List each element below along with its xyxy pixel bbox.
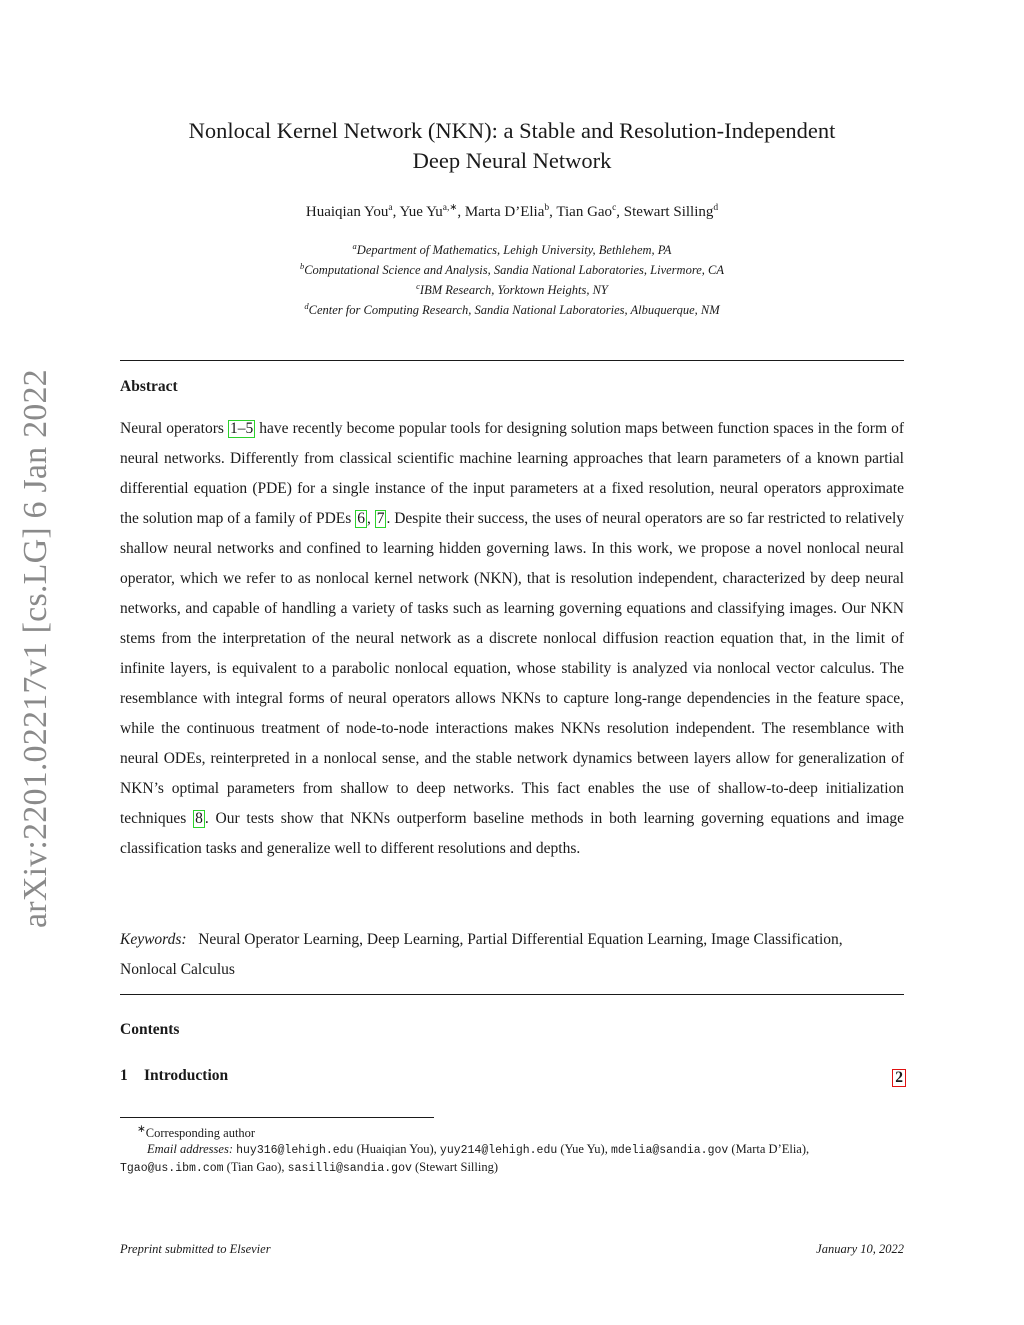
author-affil-mark: a,∗ xyxy=(442,203,458,213)
author-list: Huaiqian You$^a$, Yue $Yu^{a,∗}$, Marta D’Elia$^b$, Tian Gao$^c$, Stewart Silling$^d$ xyxy=(305,203,719,220)
email-address[interactable]: huy316@lehigh.edu xyxy=(236,1144,354,1158)
keywords-text: Neural Operator Learning, Deep Learning, Partial Differential Equation Learning, Image Classification, Nonlocal Calculus xyxy=(120,931,843,978)
email-address[interactable]: Tgao@us.ibm.com xyxy=(120,1162,224,1176)
citation-link[interactable]: 7 xyxy=(376,510,385,527)
toc-number: 1 xyxy=(120,1067,128,1084)
email-address[interactable]: sasilli@sandia.gov xyxy=(287,1162,412,1176)
affiliation: $^a$Department of Mathematics, Lehigh University, Bethlehem, PA xyxy=(352,241,672,258)
title-line-1: Nonlocal Kernel Network (NKN): a Stable and Resolution-Independent xyxy=(188,118,836,143)
author-name: Stewart Silling xyxy=(623,204,714,220)
affiliation: $^c$IBM Research, Yorktown Heights, NY xyxy=(416,281,608,298)
toc-page-link[interactable]: 2 xyxy=(892,1069,906,1087)
author-name: Yue Yu xyxy=(399,204,443,220)
author-name: Tian Gao xyxy=(556,204,613,220)
footer-preprint-note: Preprint submitted to Elsevier xyxy=(120,1242,271,1256)
toc-entry[interactable] xyxy=(120,1067,906,1085)
citation-link[interactable]: 6 xyxy=(357,510,365,527)
footnote-rule xyxy=(120,1117,434,1118)
email-label: Email addresses: xyxy=(147,1142,233,1157)
author-affil-mark: b xyxy=(544,203,550,213)
title-line-2: Deep Neural Network xyxy=(412,148,612,173)
arxiv-side-stamp: arXiv:2201.02217v1 [cs.LG] 6 Jan 2022 xyxy=(17,369,54,928)
author-affil-mark: d xyxy=(713,203,719,213)
footnote-emails: Email addresses: huy316@lehigh.edu (Huaiqian You), yuy214@lehigh.edu (Yue Yu), mdelia@sandia.gov (Marta D’Elia), Tgao@us.ibm.com (Tian Gao), sasilli@sandia.gov (Stewart Silling) xyxy=(120,1142,810,1176)
affiliation-list xyxy=(120,238,904,319)
affiliation: $^b$Computational Science and Analysis, Sandia National Laboratories, Livermore, CA xyxy=(299,261,725,278)
abstract-body: Neural operators 1–5 have recently become popular tools for designing solution maps between function spaces in the form of neural networks. Differently from classical scientific machine learning approaches that learn parameters of a known partial differential equation (PDE) for a single instance of the input parameters at a fixed resolution, neural operators approximate the solution map of a family of PDEs 6 , 7 . Despite their success, the uses of neural operators are so far restricted to relatively shallow neural networks and confined to learning hidden governing laws. In this work, we propose a novel nonlocal neural operator, which we refer to as nonlocal kernel network (NKN), that is resolution independent, characterized by deep neural networks, and capable of handling a variety of tasks such as learning governing equations and classifying images. Our NKN stems from the interpretation of the neural network as a discrete nonlocal diffusion reaction equation that, in the limit of infinite layers, is equivalent to a parabolic nonlocal equation, whose stability is analyzed via nonlocal vector calculus. The resemblance with integral forms of neural operators allows NKNs to capture long-range dependencies in the feature space, while the continuous treatment of node-to-node interactions makes NKNs resolution independent. The resemblance with neural ODEs, reinterpreted in a nonlocal sense, and the stable network dynamics between layers allow for generalization of NKN’s optimal parameters from shallow to deep networks. This fact enables the use of shallow-to-deep initialization techniques 8 . Our tests show that NKNs outperform baseline methods in both learning governing equations and image classification tasks and generalize well to different resolutions and depths. xyxy=(120,420,904,857)
citation-link[interactable]: 1–5 xyxy=(229,420,254,437)
abstract-heading: Abstract xyxy=(120,378,178,395)
citation-link[interactable]: 8 xyxy=(195,810,203,827)
abstract-top-rule xyxy=(120,360,904,361)
keywords-label: Keywords: xyxy=(120,931,187,948)
author-name: Marta D’Elia xyxy=(464,204,545,220)
footnote-corresponding: ∗Corresponding author xyxy=(137,1124,256,1141)
toc-title[interactable]: Introduction xyxy=(144,1067,229,1084)
keywords xyxy=(120,925,880,985)
affiliation: $^d$Center for Computing Research, Sandia National Laboratories, Albuquerque, NM xyxy=(304,301,720,318)
email-address[interactable]: yuy214@lehigh.edu xyxy=(439,1144,558,1158)
author-affil-mark: a xyxy=(388,203,393,213)
author-affil-mark: c xyxy=(612,203,617,213)
paper-title xyxy=(120,116,904,176)
contents-heading: Contents xyxy=(120,1021,180,1038)
footer-date: January 10, 2022 xyxy=(816,1242,904,1256)
footnotes xyxy=(120,1122,906,1177)
author-name: Huaiqian You xyxy=(305,204,389,220)
email-address[interactable]: mdelia@sandia.gov xyxy=(610,1144,729,1158)
abstract-bottom-rule xyxy=(120,994,904,995)
